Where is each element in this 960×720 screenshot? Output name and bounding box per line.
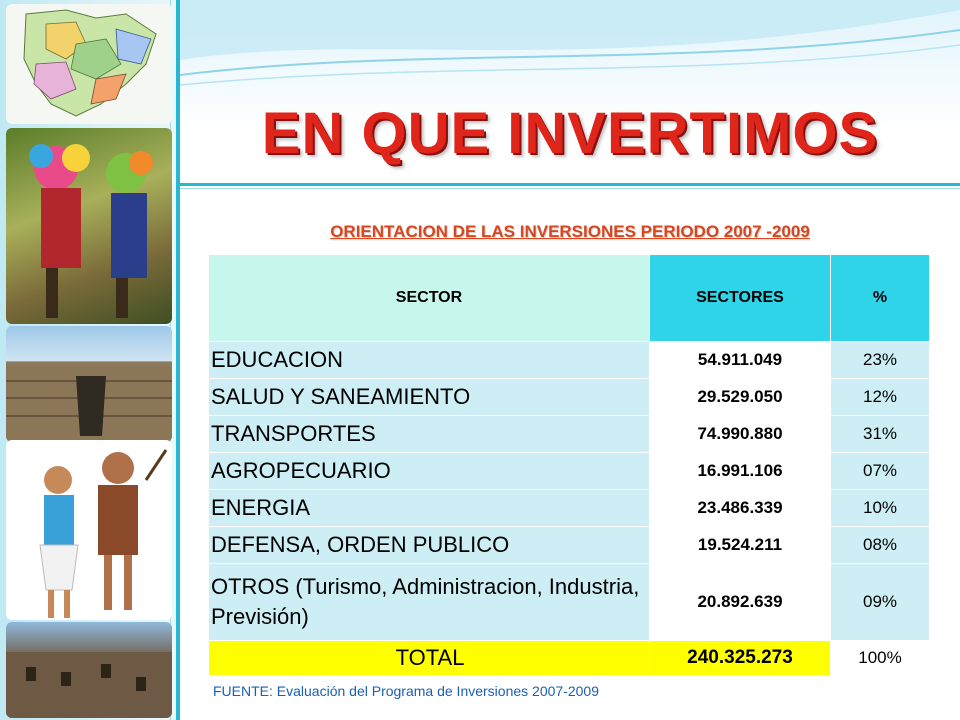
table-row	[209, 379, 930, 416]
title-divider-thin	[180, 188, 960, 189]
sector-name: DEFENSA, ORDEN PUBLICO	[209, 527, 650, 564]
total-percent: 100%	[831, 641, 930, 676]
sector-name: AGROPECUARIO	[209, 453, 650, 490]
total-row	[209, 641, 930, 676]
header-sector: SECTOR	[209, 255, 650, 342]
sector-amount: 20.892.639	[650, 564, 831, 641]
sector-percent: 08%	[831, 527, 930, 564]
sector-amount: 74.990.880	[650, 416, 831, 453]
table-row	[209, 453, 930, 490]
sector-percent: 31%	[831, 416, 930, 453]
title-divider	[180, 183, 960, 186]
header-amount: SECTORES	[650, 255, 831, 342]
sector-percent: 10%	[831, 490, 930, 527]
table-row	[209, 564, 930, 641]
page-title: EN QUE INVERTIMOS	[261, 101, 879, 166]
sector-name: SALUD Y SANEAMIENTO	[209, 379, 650, 416]
sector-name: OTROS (Turismo, Administracion, Industria, Previsión)	[209, 564, 650, 641]
table-caption: ORIENTACION DE LAS INVERSIONES PERIODO 2007 -2009	[330, 222, 810, 241]
sector-amount: 29.529.050	[650, 379, 831, 416]
sector-percent: 12%	[831, 379, 930, 416]
sector-name: EDUCACION	[209, 342, 650, 379]
investment-table	[208, 254, 930, 676]
header-percent: %	[831, 255, 930, 342]
source-note: FUENTE: Evaluación del Programa de Inversiones 2007-2009	[213, 683, 599, 699]
sector-name: ENERGIA	[209, 490, 650, 527]
table-row	[209, 342, 930, 379]
sector-amount: 19.524.211	[650, 527, 831, 564]
sector-percent: 07%	[831, 453, 930, 490]
table-row	[209, 416, 930, 453]
sector-name: TRANSPORTES	[209, 416, 650, 453]
sector-percent: 09%	[831, 564, 930, 641]
total-label: TOTAL	[209, 641, 650, 676]
table-row	[209, 527, 930, 564]
sector-percent: 23%	[831, 342, 930, 379]
ancient-fortress-photo	[6, 622, 172, 718]
stone-ruins-photo	[6, 326, 172, 442]
sector-amount: 54.911.049	[650, 342, 831, 379]
table-row	[209, 490, 930, 527]
sector-amount: 23.486.339	[650, 490, 831, 527]
traditional-dress-photo	[6, 440, 172, 620]
sector-amount: 16.991.106	[650, 453, 831, 490]
decorative-wave	[180, 0, 960, 96]
total-amount: 240.325.273	[650, 641, 831, 676]
table-header-row	[209, 255, 930, 342]
